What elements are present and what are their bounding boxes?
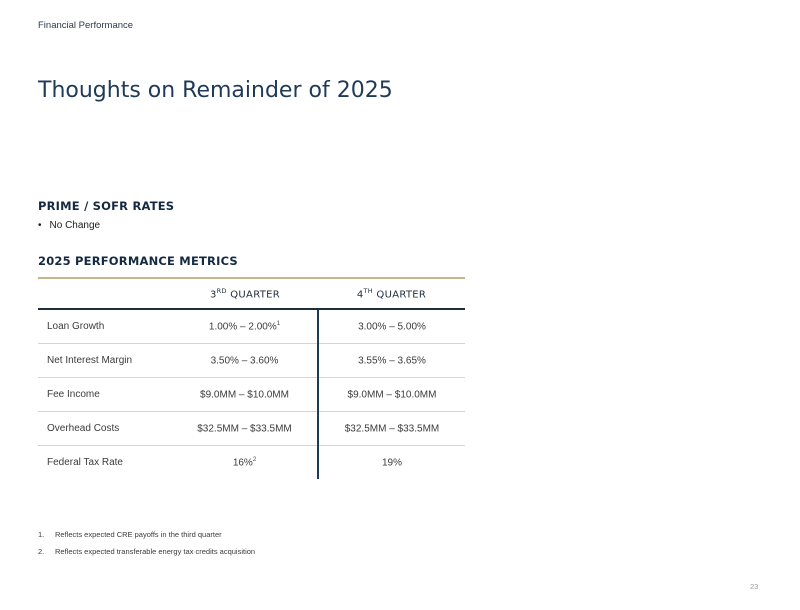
row-label: Fee Income <box>38 378 172 412</box>
table-row <box>38 446 465 480</box>
header-q4-suffix: TH <box>363 286 373 295</box>
header-q4 <box>318 278 465 309</box>
header-empty-cell <box>38 278 172 309</box>
page-title: Thoughts on Remainder of 2025 <box>38 78 393 103</box>
footnote-ref: 2 <box>252 456 257 463</box>
q3-value: 3.50% – 3.60% <box>172 344 318 378</box>
page-number: 23 <box>750 582 759 591</box>
q3-value: 1.00% – 2.00%$^1$ <box>172 309 318 344</box>
table-row <box>38 412 465 446</box>
q3-value: 16%$^2$ <box>172 446 318 480</box>
row-label: Federal Tax Rate <box>47 457 123 468</box>
section-label: Financial Performance <box>38 20 134 31</box>
q3-value: $32.5MM – $33.5MM <box>172 412 318 446</box>
row-label: Overhead Costs <box>38 412 172 446</box>
q4-value: $32.5MM – $33.5MM <box>318 412 465 446</box>
footnote-ref: 1 <box>276 320 281 327</box>
q4-value: 3.00% – 5.00% <box>318 309 465 344</box>
header-q3-suffix: RD <box>216 286 227 295</box>
footnote-text: Reflects expected transferable energy tax credits acquisition <box>55 547 256 556</box>
header-q3 <box>172 278 318 309</box>
rates-bullet: • No Change <box>38 220 100 231</box>
metrics-heading: 2025 PERFORMANCE METRICS <box>38 254 238 268</box>
footnote-number: 2. <box>38 547 45 556</box>
table-row <box>38 309 465 344</box>
rates-bullet-list <box>38 220 100 231</box>
q4-value: 19% <box>381 457 402 469</box>
performance-metrics-table <box>38 277 465 479</box>
table-row <box>38 378 465 412</box>
header-q3-number: 3 <box>209 289 217 301</box>
footnote-number: 1. <box>38 530 45 539</box>
footnotes <box>38 530 255 564</box>
row-label: Net Interest Margin <box>38 344 172 378</box>
footnote-item <box>38 547 255 564</box>
header-q4-number: 4 <box>356 289 364 301</box>
table-header-row <box>38 278 465 309</box>
rates-heading: PRIME / SOFR RATES <box>38 199 175 213</box>
table-row <box>38 344 465 378</box>
row-label: Loan Growth <box>38 309 172 344</box>
header-q4-label: QUARTER <box>372 289 427 301</box>
footnote-text: Reflects expected CRE payoffs in the third quarter <box>55 530 222 539</box>
footnote-item <box>38 530 255 547</box>
q3-value: $9.0MM – $10.0MM <box>172 378 318 412</box>
q4-value: $9.0MM – $10.0MM <box>318 378 465 412</box>
header-q3-label: QUARTER <box>226 289 280 301</box>
q4-value: 3.55% – 3.65% <box>318 344 465 378</box>
